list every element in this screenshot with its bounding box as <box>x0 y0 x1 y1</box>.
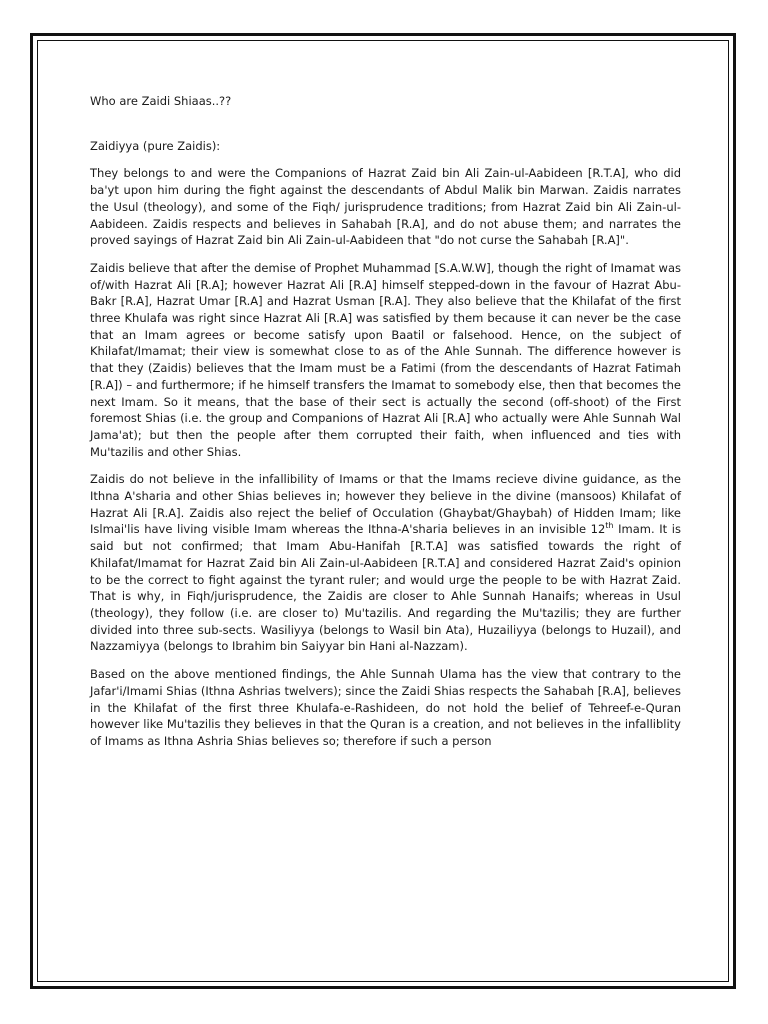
paragraph-4: Based on the above mentioned findings, the Ahle Sunnah Ulama has the view that contrary to the Jafar'i/Imami Shias (Ithna Ashrias twelvers); since the Zaidi Shias respects the Sahabah [R.A], believes in the Khilafat of the first three Khulafa-e-Rashideen, do not hold the belief of Tehreef-e-Quran however like Mu'tazilis they believes in that the Quran is a creation, and not believes in the infalliblity of Imams as Ithna Ashria Shias believes so; therefore if such a person <box>90 667 681 748</box>
paragraph-2: Zaidis believe that after the demise of Prophet Muhammad [S.A.W.W], though the right of Imamat was of/with Hazrat Ali [R.A]; however Hazrat Ali [R.A] himself stepped-down in the favour of Hazrat Abu-Bakr [R.A], Hazrat Umar [R.A] and Hazrat Usman [R.A]. They also believe that the Khilafat of the first three Khulafa was right since Hazrat Ali [R.A] was satisfied by them because it can never be the case that an Imam agrees or become satisfy upon Baatil or falsehood. Hence, on the subject of Khilafat/Imamat; their view is somewhat close to as of the Ahle Sunnah. The difference however is that they (Zaidis) believes that the Imam must be a Fatimi (from the descendants of Hazrat Fatimah [R.A]) – and furthermore; if he himself transfers the Imamat to somebody else, then that becomes the next Imam. So it means, that the base of their sect is actually the second (off-shoot) of the First foremost Shias (i.e. the group and Companions of Hazrat Ali [R.A] who actually were Ahle Sunnah Wal Jama'at); but then the people after them corrupted their faith, when influenced and ties with Mu'tazilis and other Shias. <box>90 260 681 459</box>
paragraph-3 <box>90 471 681 655</box>
section-heading: Zaidiyya (pure Zaidis): <box>90 138 221 153</box>
paragraph-3-part-b: Imam. It is said but not confirmed; that Imam Abu-Hanifah [R.T.A] was satisfied towards the right of Khilafat/Imamat for Hazrat Zaid bin Ali Zain-ul-Aabideen [R.T.A] and considered Hazrat Zaid's opinion to be the correct to fight against the tyrant ruler; and would urge the people to be with Hazrat Zaid. That is why, in Fiqh/jurisprudence, the Zaidis are closer to Ahle Sunnah Hanaifs; whereas in Usul (theology), they follow (i.e. are closer to) Mu'tazilis. And regarding the Mu'tazilis; they are further divided into three sub-sects. Wasiliyya (belongs to Wasil bin Ata), Huzailiyya (belongs to Huzail), and Nazzamiyya (belongs to Ibrahim bin Saiyyar bin Hani al-Nazzam). <box>90 522 681 654</box>
ordinal-superscript: th <box>605 521 614 531</box>
document-body <box>90 93 681 761</box>
document-title: Who are Zaidi Shiaas..?? <box>90 94 232 108</box>
paragraph-1: They belongs to and were the Companions of Hazrat Zaid bin Ali Zain-ul-Aabideen [R.T.A], who did ba'yt upon him during the fight against the descendants of Abdul Malik bin Marwan. Zaidis narrates the Usul (theology), and some of the Fiqh/ jurisprudence traditions; from Hazrat Zaid bin Ali Zain-ul-Aabideen. Zaidis respects and believes in Sahabah [R.A], and do not abuse them; and narrates the proved sayings of Hazrat Zaid bin Ali Zain-ul-Aabideen that "do not curse the Sahabah [R.A]". <box>90 166 681 248</box>
paragraph-3-part-a: Zaidis do not believe in the infallibility of Imams or that the Imams recieve divine guidance, as the Ithna A'sharia and other Shias believes in; however they believe in the divine (mansoos) Khilafat of Hazrat Ali [R.A]. Zaidis also reject the belief of Occulation (Ghaybat/Ghaybah) of Hidden Imam; like Islmai'lis have living visible Imam whereas the Ithna-A'sharia believes in an invisible 12 <box>90 472 681 537</box>
